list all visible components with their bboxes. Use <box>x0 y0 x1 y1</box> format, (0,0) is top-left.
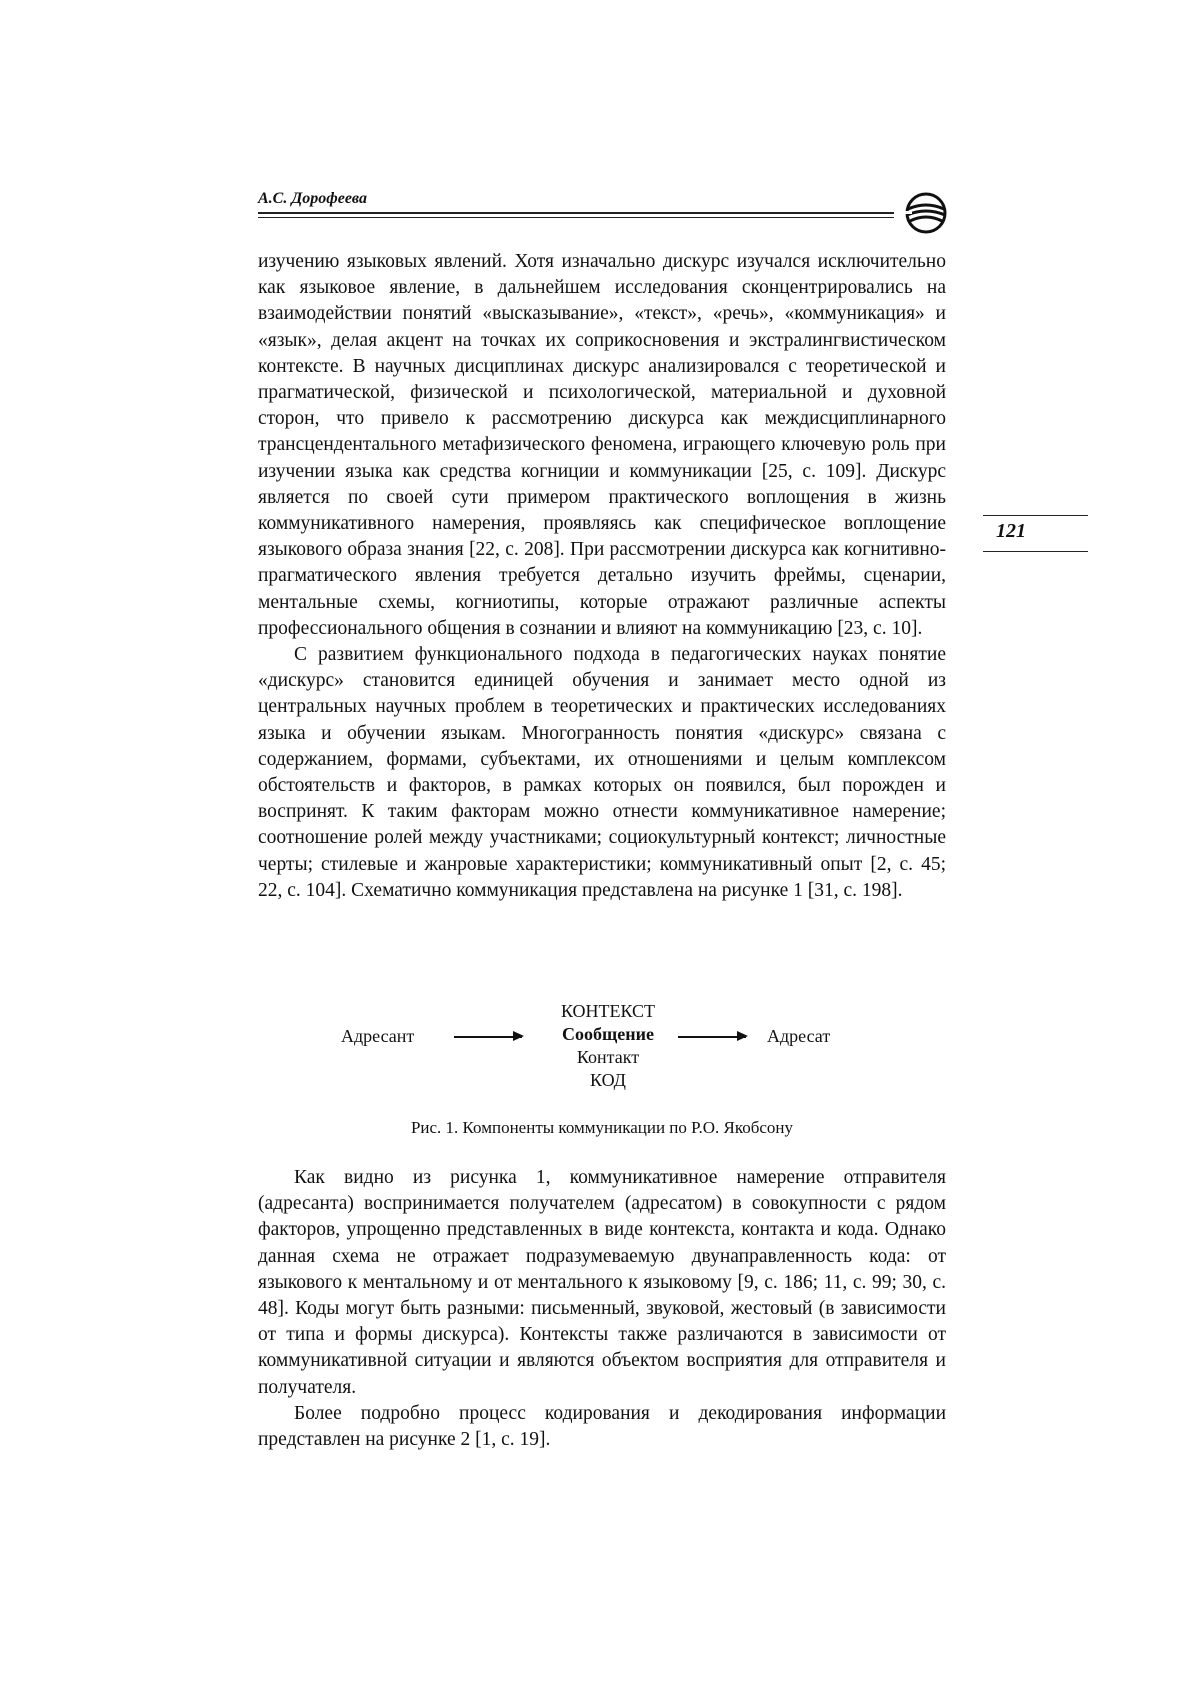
text-block-lower <box>258 1165 946 1453</box>
page-number-rule-bottom <box>983 551 1088 552</box>
diagram-receiver: Адресат <box>767 1026 831 1046</box>
arrow-right-icon <box>678 1036 746 1038</box>
diagram-center-group <box>528 1000 688 1092</box>
figure-1-caption: Рис. 1. Компоненты коммуникации по Р.О. Якобсону <box>410 1118 794 1137</box>
text-block-upper <box>258 249 946 904</box>
page-number: 121 <box>996 520 1026 542</box>
diagram-sender: Адресант <box>341 1026 415 1046</box>
journal-logo-icon <box>902 192 950 234</box>
diagram-context: КОНТЕКСТ <box>560 1001 656 1021</box>
arrow-right-icon <box>454 1036 522 1038</box>
diagram-message: Сообщение <box>562 1024 654 1044</box>
diagram-code: КОД <box>590 1070 626 1090</box>
paragraph-2: С развитием функционального подхода в педагогических науках понятие «дискурс» становится единицей обучения и занимает место одной из центральных научных проблем в теоретических и практических исследованиях языка и обучении языкам. Многогранность понятия «дискурс» связана с содержанием, формами, субъектами, их отношениями и целым комплексом обстоятельств и факторов, в рамках которых он появился, был порожден и воспринят. К таким факторам можно отнести коммуникативное намерение; соотношение ролей между участниками; социокультурный контекст; личностные черты; стилевые и жанровые характеристики; коммуникативный опыт [2, с. 45; 22, с. 104]. Схематично коммуникация представлена на рисунке 1 [31, с. 198]. <box>258 644 946 901</box>
figure-1-diagram <box>258 1000 946 1095</box>
paragraph-4: Более подробно процесс кодирования и декодирования информации представлен на рисунке 2 [1, с. 19]. <box>258 1402 946 1451</box>
diagram-contact: Контакт <box>576 1047 640 1067</box>
page-number-rule-top <box>983 515 1088 516</box>
paragraph-3: Как видно из рисунка 1, коммуникативное намерение отправителя (адресанта) воспринимается получателем (адресатом) в совокупности с рядом факторов, упрощенно представленных в виде контекста, контакта и кода. Однако данная схема не отражает подразумеваемую двунаправленность кода: от языкового к ментальному и от ментального к языковому [9, с. 186; 11, с. 99; 30, с. 48]. Коды могут быть разными: письменный, звуковой, жестовый (в зависимости от типа и формы дискурса). Контексты также различаются в зависимости от коммуникативной ситуации и являются объектом восприятия для отправителя и получателя. <box>258 1167 946 1398</box>
paragraph-1: изучению языковых явлений. Хотя изначально дискурс изучался исключительно как языковое явление, в дальнейшем исследования сконцентрировались на взаимодействии понятий «высказывание», «текст», «речь», «коммуникация» и «язык», делая акцент на точках их соприкосновения и экстралингвистическом контексте. В научных дисциплинах дискурс анализировался с теоретической и прагматической, физической и психологической, материальной и духовной сторон, что привело к рассмотрению дискурса как междисциплинарного трансцендентального метафизического феномена, играющего ключевую роль при изучении языка как средства когниции и коммуникации [25, с. 109]. Дискурс является по своей сути примером практического воплощения в жизнь коммуникативного намерения, проявляясь как специфическое воплощение языкового образа знания [22, с. 208]. При рассмотрении дискурса как когнитивно-прагматического явления требуется детально изучить фреймы, сценарии, ментальные схемы, когниотипы, которые отражают различные аспекты профессионального общения в сознании и влияют на коммуникацию [23, с. 10]. <box>258 251 946 639</box>
header-rule-thin <box>258 217 894 218</box>
header-rule-thick <box>258 212 894 214</box>
running-header-author: А.С. Дорофеева <box>258 190 367 207</box>
